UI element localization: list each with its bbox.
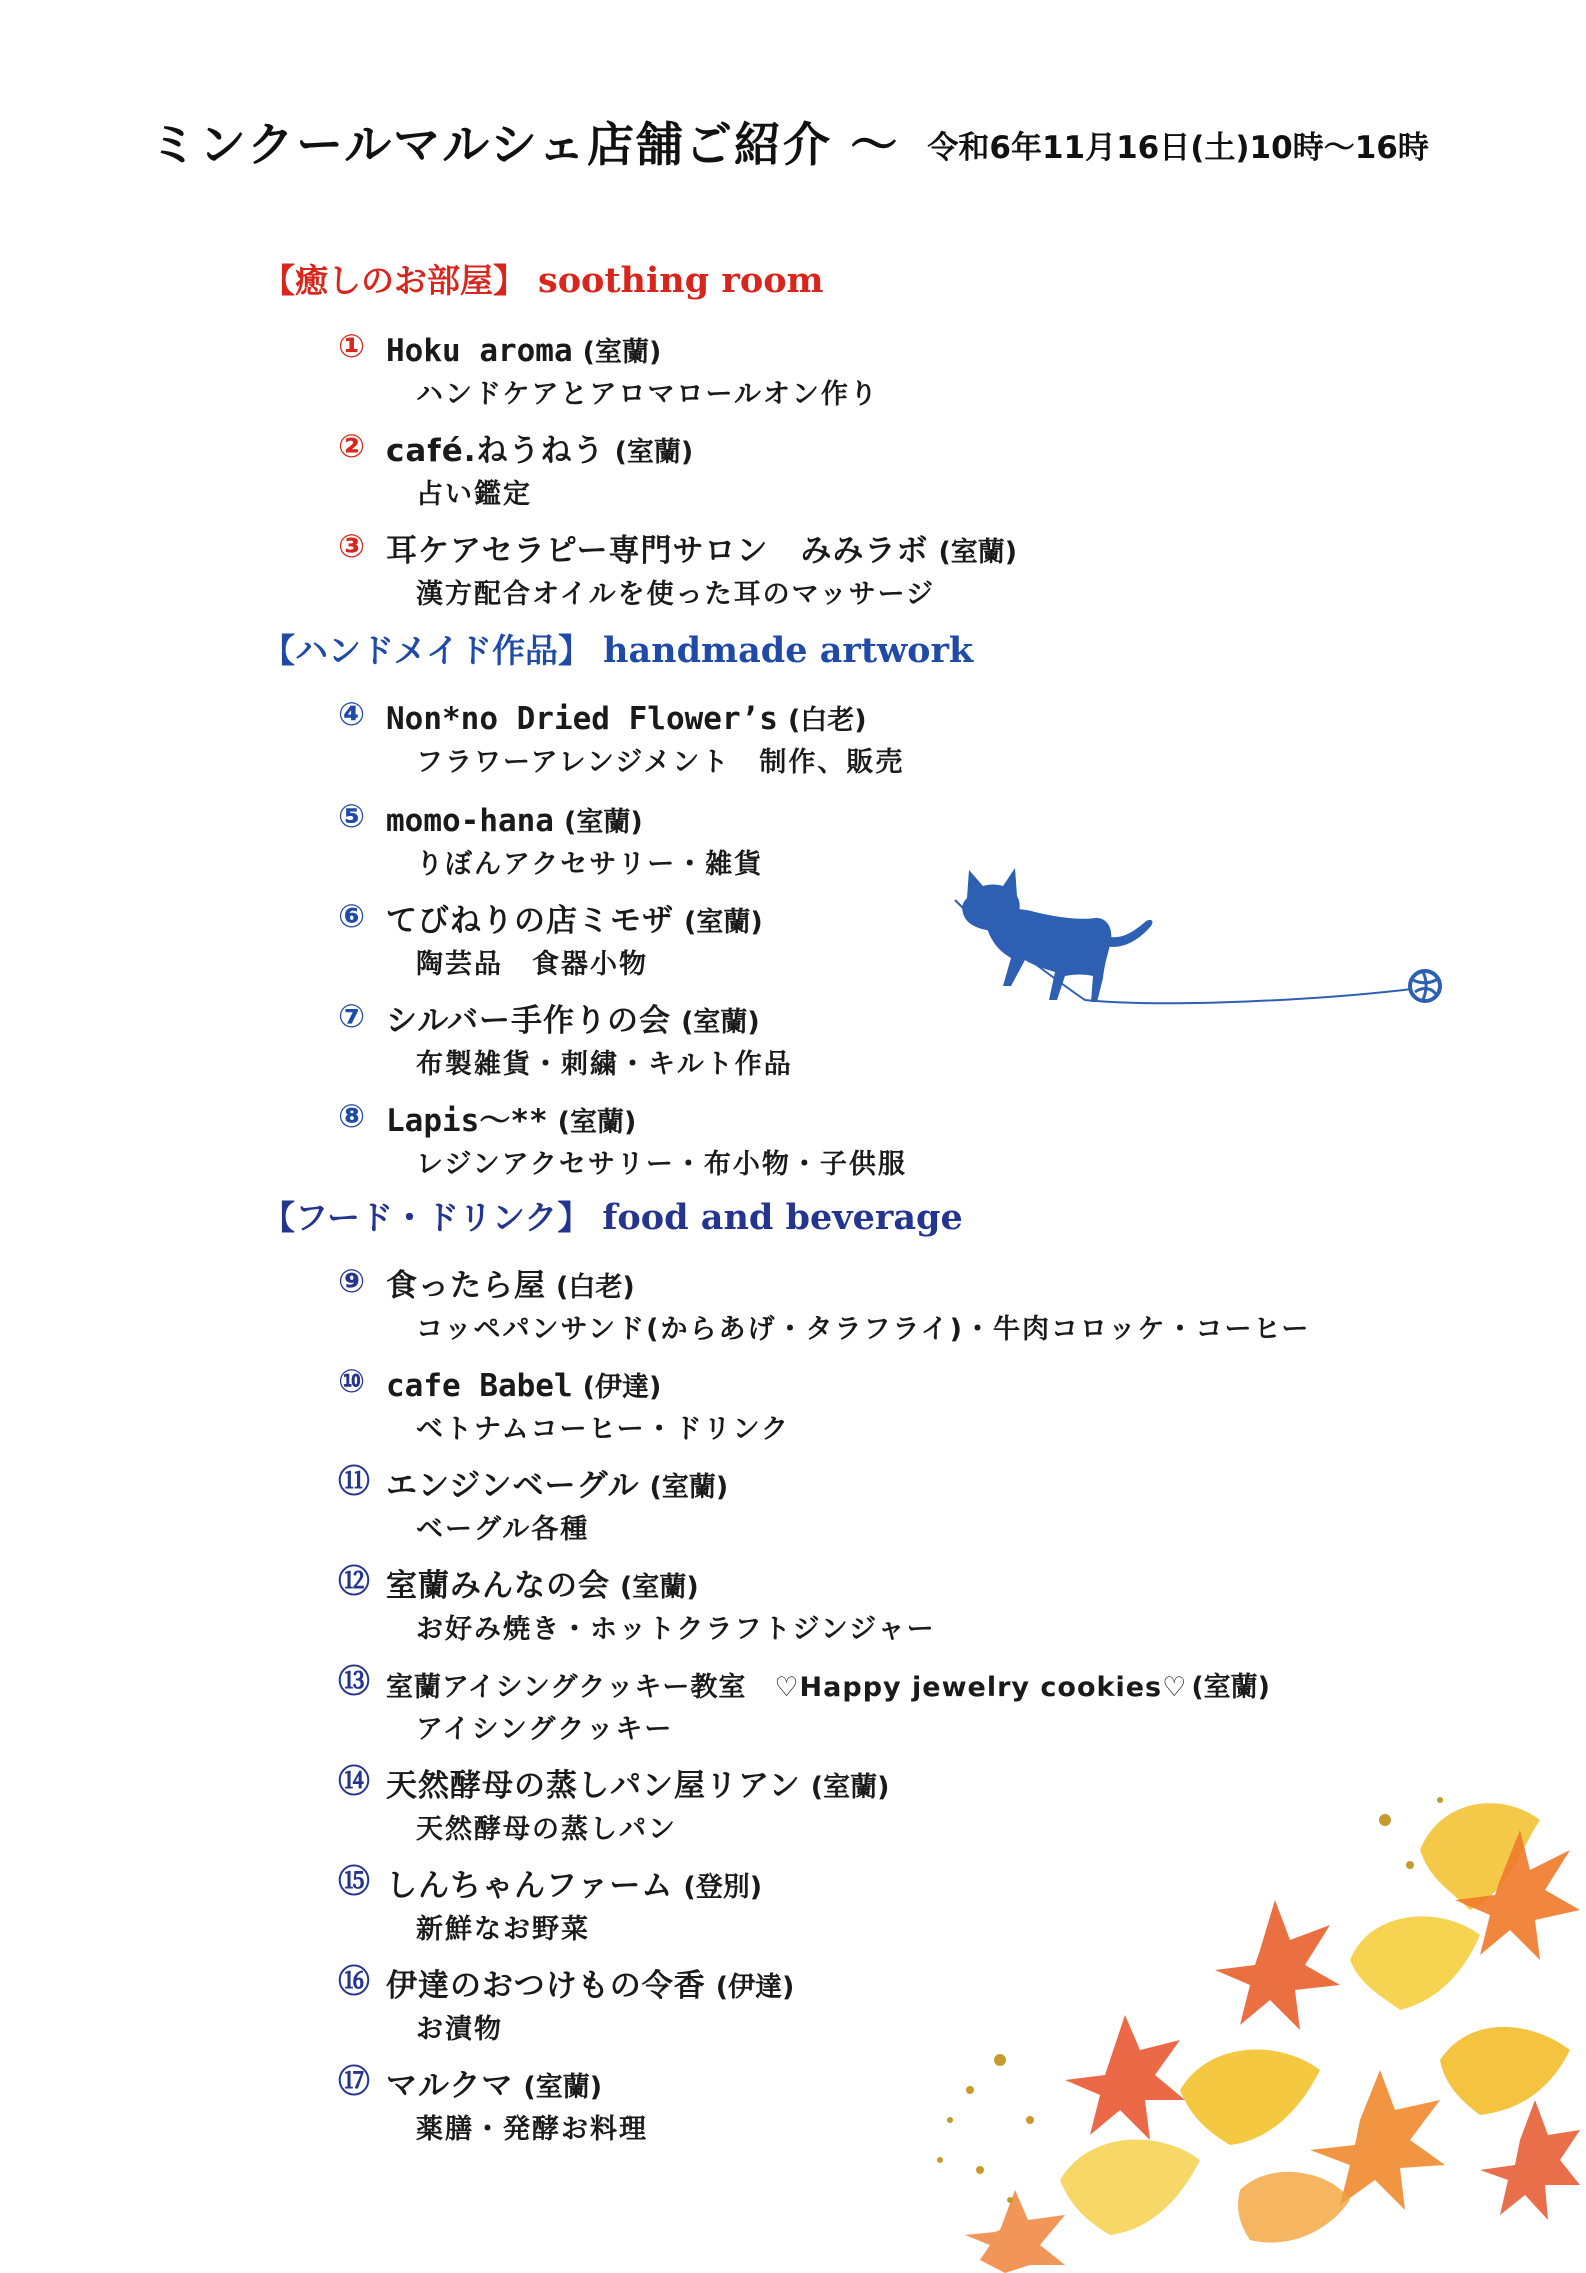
shop-name-text: Hoku aroma: [386, 333, 573, 369]
section-label-ja: 【ハンドメイド作品】: [262, 631, 592, 670]
shop-item-17: [338, 2062, 648, 2145]
shop-location: (室蘭): [649, 1472, 729, 1503]
shop-description: アイシングクッキー: [416, 1714, 674, 1745]
item-number: ⑪: [338, 1462, 371, 1500]
shop-location: (室蘭): [810, 1772, 890, 1803]
shop-name: シルバー手作りの会: [386, 1003, 672, 1039]
shop-name: エンジンベーグル: [386, 1468, 640, 1504]
shop-description: 占い鑑定: [416, 479, 532, 510]
shop-item-6: [338, 897, 763, 980]
item-number: ④: [338, 695, 366, 733]
item-number: ⑥: [338, 897, 366, 935]
shop-location: (室蘭): [684, 907, 763, 938]
shop-location: (室蘭): [1191, 1672, 1271, 1703]
item-number: ⑬: [338, 1662, 371, 1700]
autumn-leaves-illustration-icon: [880, 1760, 1580, 2273]
shop-item-3: [338, 527, 1018, 610]
page-title: [150, 108, 1429, 175]
shop-name: 伊達のおつけもの令香: [386, 1968, 706, 2004]
shop-description: 天然酵母の蒸しパン: [416, 1814, 677, 1845]
shop-name: [386, 1368, 573, 1404]
item-number: ⑨: [338, 1262, 366, 1300]
shop-name: [386, 1103, 548, 1139]
item-number: ⑮: [338, 1862, 371, 1900]
shop-name: [386, 701, 778, 737]
shop-name: マルクマ: [386, 2068, 514, 2104]
section-label-ja: 【癒しのお部屋】: [262, 261, 526, 300]
shop-item-11: [338, 1462, 729, 1545]
shop-description: 薬膳・発酵お料理: [416, 2114, 648, 2145]
shop-name: 室蘭アイシングクッキー教室 ♡Happy jewelry cookies♡: [386, 1672, 1188, 1703]
shop-description: フラワーアレンジメント 制作、販売: [416, 747, 905, 778]
cat-with-yarn-illustration-icon: [945, 860, 1445, 1030]
shop-item-7: [338, 997, 793, 1080]
section-label-en: handmade artwork: [603, 630, 974, 671]
shop-item-1: [338, 327, 879, 410]
shop-name-text: Lapis〜**: [386, 1103, 548, 1139]
shop-description: ハンドケアとアロマロールオン作り: [416, 379, 879, 410]
shop-name-text: momo-hana: [386, 803, 554, 839]
shop-description: 陶芸品 食器小物: [416, 949, 648, 980]
shop-description: お好み焼き・ホットクラフトジンジャー: [416, 1614, 936, 1645]
shop-location: (白老): [556, 1272, 635, 1303]
item-number: ⑤: [338, 797, 366, 835]
shop-item-5: [338, 797, 764, 880]
shop-description: ベーグル各種: [416, 1514, 590, 1545]
shop-item-9: [338, 1262, 1311, 1345]
item-number: ⑩: [338, 1362, 366, 1400]
title-text: ミンクールマルシェ店舗ご紹介 〜: [150, 118, 900, 173]
shop-name: 室蘭みんなの会: [386, 1568, 610, 1604]
shop-location: (室蘭): [614, 437, 694, 468]
shop-description: ベトナムコーヒー・ドリンク: [416, 1414, 791, 1445]
section-handmade-artwork: [262, 630, 974, 671]
shop-name-text: cafe Babel: [386, 1368, 573, 1404]
item-number: ⑫: [338, 1562, 371, 1600]
shop-location: (室蘭): [582, 337, 662, 368]
item-number: ①: [338, 327, 366, 365]
shop-item-12: [338, 1562, 936, 1645]
shop-location: (室蘭): [523, 2072, 603, 2103]
section-label-ja: 【フード・ドリンク】: [262, 1198, 591, 1237]
item-number: ②: [338, 427, 366, 465]
shop-description: お漬物: [416, 2014, 503, 2045]
shop-item-13: [338, 1662, 1271, 1745]
section-label-en: soothing room: [538, 260, 824, 301]
item-number: ⑭: [338, 1762, 371, 1800]
section-food-and-beverage: [262, 1197, 963, 1238]
shop-location: (室蘭): [620, 1572, 699, 1603]
shop-item-2: [338, 427, 694, 510]
item-number: ⑯: [338, 1962, 371, 2000]
shop-item-8: [338, 1097, 907, 1180]
shop-location: (白老): [787, 705, 867, 736]
shop-description: りぼんアクセサリー・雑貨: [416, 849, 764, 880]
shop-location: (室蘭): [557, 1107, 637, 1138]
shop-item-16: [338, 1962, 795, 2045]
item-number: ⑰: [338, 2062, 371, 2100]
item-number: ⑧: [338, 1097, 366, 1135]
shop-description: 布製雑貨・刺繍・キルト作品: [416, 1049, 793, 1080]
shop-description: コッペパンサンド(からあげ・タラフライ)・牛肉コロッケ・コーヒー: [416, 1314, 1311, 1345]
shop-item-15: [338, 1862, 763, 1945]
shop-item-10: [338, 1362, 791, 1445]
shop-name: 食ったら屋: [386, 1268, 546, 1304]
item-number: ⑦: [338, 997, 366, 1035]
shop-name: 天然酵母の蒸しパン屋リアン: [386, 1768, 801, 1804]
shop-name: 耳ケアセラピー専門サロン みみラボ: [386, 533, 929, 569]
shop-item-4: [338, 695, 905, 778]
shop-location: (伊達): [715, 1972, 795, 2003]
shop-name: café.ねうねう: [386, 433, 605, 469]
shop-name-text: Non*no Dried Flower’s: [386, 701, 778, 737]
section-soothing-room: [262, 260, 824, 301]
shop-location: (室蘭): [563, 807, 643, 838]
item-number: ③: [338, 527, 366, 565]
shop-description: レジンアクセサリー・布小物・子供服: [416, 1149, 907, 1180]
shop-name: [386, 803, 554, 839]
shop-item-14: [338, 1762, 890, 1845]
shop-location: (登別): [683, 1872, 763, 1903]
event-date: 令和6年11月16日(土)10時〜16時: [927, 130, 1429, 166]
shop-location: (室蘭): [938, 537, 1018, 568]
shop-name: てびねりの店ミモザ: [386, 903, 674, 939]
shop-description: 新鮮なお野菜: [416, 1914, 590, 1945]
shop-description: 漢方配合オイルを使った耳のマッサージ: [416, 579, 936, 610]
shop-name: [386, 333, 573, 369]
section-label-en: food and beverage: [602, 1197, 963, 1238]
shop-location: (伊達): [582, 1372, 662, 1403]
shop-name: しんちゃんファーム: [386, 1868, 674, 1904]
shop-location: (室蘭): [681, 1007, 760, 1038]
